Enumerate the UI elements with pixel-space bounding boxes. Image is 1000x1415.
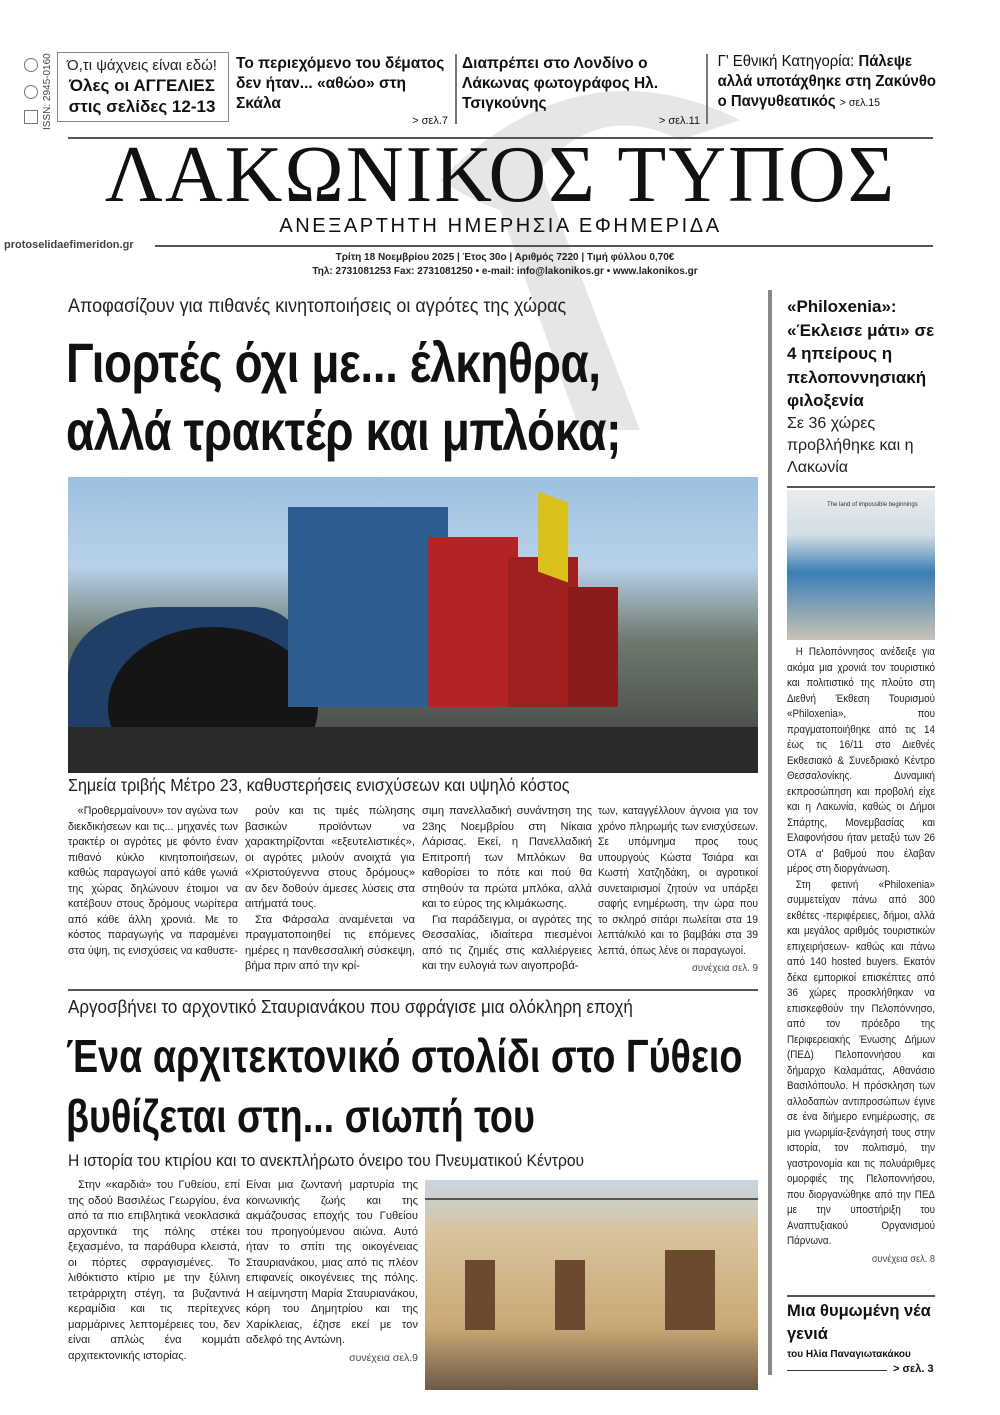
continued-link[interactable]: συνέχεια σελ.9 [349, 1351, 418, 1364]
teaser-text: Πάλεψε αλλά υποτάχθηκε στη Ζακύνθο ο Πανγυθεατικός [717, 53, 936, 110]
divider [155, 245, 933, 247]
divider [68, 989, 758, 991]
paragraph: Είναι μια ζωντανή μαρτυρία της κοινωνικής ζωής και της ακμάζουσας εποχής του Γυθείου του προηγούμενου αιώνα. Αυτό ήταν το σπίτι της οικογένειας Σταυριανάκου, μιας από τις πλέον επιφανείς οικογένειες της πόλης. Η αείμνηστη Μαρία Σταυριανάκου, κόρη του Δημητρίου και της Χαρίκλειας, έζησε εκεί με τον αδελφό της Αντώνη. [246, 1179, 418, 1346]
masthead-subtitle: ΑΝΕΞΑΡΤΗΤΗ ΗΜΕΡΗΣΙΑ ΕΦΗΜΕΡΙΔΑ [279, 215, 722, 237]
barcode-icon [24, 110, 38, 124]
sidebar-title[interactable]: «Philoxenia»: «Έκλεισε μάτι» σε 4 ηπείρους η πελοποννησιακή φιλοξενία [787, 297, 935, 410]
divider [787, 1370, 887, 1371]
paragraph: Η Πελοπόννησος ανέδειξε για ακόμα μια χρονιά τον τουριστικό και πολιτιστικό της πλούτο στη Διεθνή Έκθεση Τουρισμού «Philoxenia», που πραγματοποιήθηκε από τις 14 έως τις 16/11 στο Διεθνές Εκθεσιακό & Συνεδριακό Κέντρο Θεσσαλονίκης. Δυναμική εκπροσώπηση και προβολή είχε και η Λακωνία, καθώς οι Δήμοι Σπάρτης, Μονεμβασίας και Ελαφονήσου ήταν μεταξύ των 26 ΟΤΑ α' βαθμού που έλαβαν μέρος στη διοργάνωση. [787, 646, 935, 875]
paragraph: Στη φετινή «Philoxenia» συμμετείχαν πάνω από 300 εκθέτες -περιφέρειες, δήμοι, αλλά και μεγάλος αριθμός τουριστικών επιχειρήσεων- καθώς και πάνω από 140 hosted buyers. Εκατόν δέκα εμπορικοί επισκέπτες από 36 χώρες προσκλήθηκαν να επισκεφθούν την Πελοπόννησο, από τον πρόεδρο της Περιφερειακής Ένωσης Δήμων (ΠΕΔ) Πελοποννήσου και δήμαρχο Καλαμάτας, Αθανάσιο Βασιλόπουλο. Η πρόσκληση των αλλοδαπών αντιπροσώπων έγινε σε ένα διήμερο ενημέρωσης, σε μια γνωριμία-ξενάγησή τους στην ιστορία, τον πολιτισμό, την γαστρονομία και τις πολυάριθμες ομορφιές της Πελοποννήσου, που διοργανώθηκε από την ΠΕΔ με την υποστήριξη του Αναπτυξιακού Οργανισμού Πάρνωνα. [787, 878, 935, 1247]
second-kicker: Αργοσβήνει το αρχοντικό Σταυριανάκου που σφράγισε μια ολόκληρη εποχή [68, 996, 633, 1017]
lead-headline[interactable]: Γιορτές όχι με... έλκηθρα, [66, 331, 601, 394]
teaser-3[interactable] [718, 52, 940, 113]
issn-strip [22, 50, 58, 130]
teaser-page: > σελ.11 [658, 115, 700, 127]
lead-column-3 [422, 804, 592, 975]
seal-icon [24, 85, 38, 99]
lead-column-1 [68, 804, 238, 959]
lead-kicker: Αποφασίζουν για πιθανές κινητοποιήσεις οι αγρότες της χώρας [68, 295, 567, 317]
philoxenia-photo [787, 490, 935, 640]
divider [787, 1295, 935, 1297]
second-headline[interactable]: Ένα αρχιτεκτονικό στολίδι στο Γύθειο [66, 1030, 743, 1082]
classifieds-line2: Όλες οι ΑΓΓΕΛΙΕΣ [69, 76, 215, 95]
lead-headline[interactable]: αλλά τρακτέρ και μπλόκα; [66, 399, 622, 462]
source-watermark: protoselidaefimeridon.gr [4, 239, 134, 251]
divider [455, 54, 457, 124]
teaser-1[interactable] [236, 54, 448, 128]
teaser-2[interactable] [462, 54, 700, 128]
continued-link[interactable]: συνέχεια σελ. 9 [691, 962, 758, 974]
second-headline[interactable]: βυθίζεται στη... σιωπή του [66, 1090, 535, 1142]
classifieds-box[interactable] [57, 52, 229, 122]
teaser-text: Διαπρέπει στο Λονδίνο ο Λάκωνας φωτογράφος Ηλ. Τσιγκούνης [462, 55, 659, 112]
paragraph: «Προθερμαίνουν» τον αγώνα των διεκδικήσεων και τις... μηχανές των τρακτέρ οι αγρότες με φόντο έναν πιθανό κύκλο κινητοποιήσεων, καθώς παραγωγοί από κάθε γωνιά της χώρας δηλώνουν έτοιμοι να κατέβουν στους δρόμους νωρίτερα από κάθε άλλη χρονιά. Με το κόστος παραγωγής να παραμένει στα ύψη, τις ενισχύσεις να καθυστε- [68, 805, 238, 957]
lead-column-2 [245, 804, 415, 975]
paragraph: Για παράδειγμα, οι αγρότες της Θεσσαλίας, ιδιαίτερα πιεσμένοι από τις ζημιές στις καλλιέργειες και την ευλογιά των αιγοπροβά- [422, 913, 592, 972]
contact-line: Τηλ: 2731081253 Fax: 2731081250 • e-mail: info@lakonikos.gr • www.lakonikos.gr [312, 266, 698, 277]
paragraph: ρούν και τις τιμές πώλησης βασικών προϊόντων να χαρακτηρίζονται «εξευτελιστικές», οι αγρότες μιλούν ανοιχτά για «Χριστούγεννα στους δρόμους» αν δεν δοθούν άμεσες λύσεις στα αιτήματά τους. [245, 805, 415, 910]
paragraph: των, καταγγέλλουν άγνοια για τον χρόνο πληρωμής των ενισχύσεων. Σε υπόμνημα προς τους υπουργούς Κώστα Τσιάρα και Κωστή Χατζηδάκη, οι αγροτικοί συνεταιρισμοί ζητούν να υπάρξει σαφής ενημέρωση, την ώρα που το σκληρό σιτάρι πωλείται στα 19 λεπτά/κιλό και το βαμβάκι στα 39 λεπτά, όπως λένε οι παραγωγοί. [598, 805, 758, 957]
lead-column-4 [598, 804, 758, 975]
opinion-title[interactable]: Μια θυμωμένη νέα γενιά [787, 1302, 931, 1343]
second-column-2 [246, 1178, 418, 1365]
issue-date-line: Τρίτη 18 Νοεμβρίου 2025 | Έτος 30ο | Αριθμός 7220 | Τιμή φύλλου 0,70€ [335, 252, 675, 263]
continued-link[interactable]: συνέχεια σελ. 8 [871, 1252, 935, 1265]
classifieds-line1: Ό,τι ψάχνεις είναι εδώ! [67, 57, 217, 74]
second-subhead: Η ιστορία του κτιρίου και το ανεκπλήρωτο όνειρο του Πνευματικού Κέντρου [68, 1151, 585, 1170]
teaser-page: > σελ.15 [839, 97, 881, 109]
photo-banner-text: The land of impossible beginnings [827, 502, 918, 508]
mansion-photo [425, 1180, 758, 1390]
sidebar-body [787, 645, 935, 1266]
teaser-page: > σελ.7 [412, 115, 448, 127]
sidebar-rule [768, 290, 772, 1375]
sidebar-subtitle: Σε 36 χώρες προβλήθηκε και η Λακωνία [787, 415, 914, 476]
teaser-prefix: Γ' Εθνική Κατηγορία: [717, 53, 859, 70]
elta-logo-icon [24, 58, 38, 72]
divider [787, 486, 935, 488]
paragraph: Στα Φάρσαλα αναμένεται να πραγματοποιηθεί τις επόμενες ημέρες η πανθεσσαλική σύσκεψη, βήμα πριν από την κρί- [245, 913, 415, 972]
paragraph: σιμη πανελλαδική συνάντηση της 23ης Νοεμβρίου στη Νίκαια Λάρισας. Εκεί, η Πανελλαδική Επιτροπή των Μπλόκων θα καθορίσει το πότε και πού θα στηθούν τα πρώτα μπλόκα, αλλά και το εύρος της κλιμάκωσης. [422, 805, 592, 910]
classifieds-line3: στις σελίδες 12-13 [68, 97, 216, 116]
second-column-1 [68, 1178, 240, 1364]
divider [706, 54, 708, 124]
tractors-photo [68, 477, 758, 773]
paragraph: Στην «καρδιά» του Γυθείου, επί της οδού Βασιλέως Γεωργίου, ένα από τα πιο επιβλητικά νεοκλασικά αρχοντικά της πόλης στέκει ξεχασμένο, τα παράθυρα κλειστά, οι πόρτες σφραγισμένες. Το λιθόκτιστο κτίριο με την ξύλινη τετράρριχτη στέγη, τα βυζαντινά κεραμίδια και τις περίτεχνες μαρμάρινες λεπτομέρειες του, δεν είναι απλώς ένα κομμάτι αρχιτεκτονικής ιστορίας. [68, 1179, 240, 1362]
opinion-author: του Ηλία Παναγιωτακάκου [787, 1349, 911, 1360]
teaser-text: Το περιεχόμενο του δέματος δεν ήταν... «αθώο» στη Σκάλα [236, 55, 445, 112]
masthead-title: ΛΑΚΩΝΙΚΟΣ ΤΥΠΟΣ [104, 131, 897, 219]
opinion-page-link[interactable]: > σελ. 3 [893, 1363, 934, 1375]
issn-text: ISSN: 2945-0160 [42, 53, 53, 130]
lead-caption: Σημεία τριβής Μέτρο 23, καθυστερήσεις ενισχύσεων και υψηλό κόστος [68, 775, 570, 795]
